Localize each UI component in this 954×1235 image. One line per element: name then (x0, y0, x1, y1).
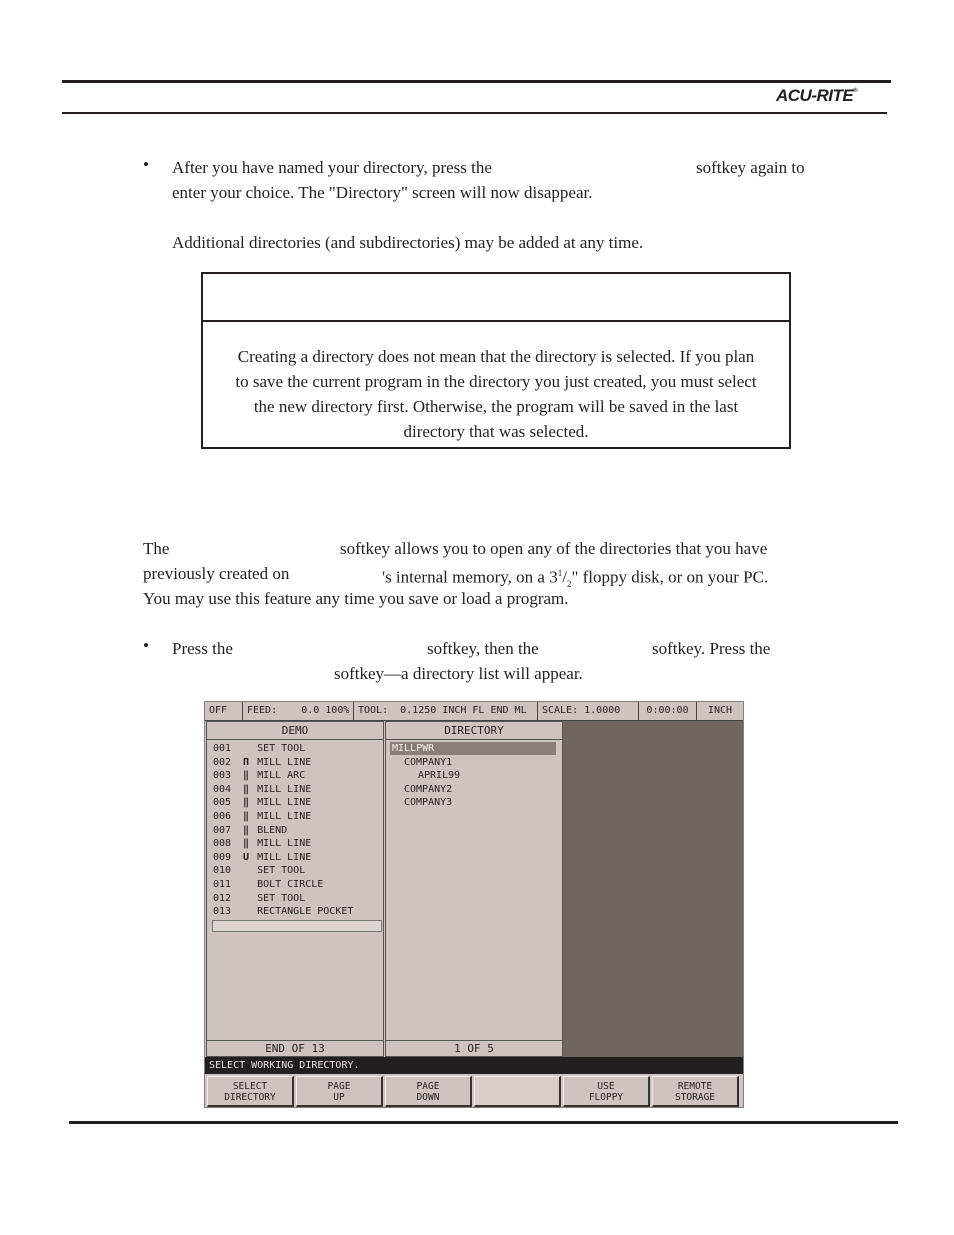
program-row-number: 005 (213, 797, 232, 809)
note-line: the new directory first. Otherwise, the program will be saved in the last (253, 397, 739, 416)
para-line1-a: The (143, 539, 170, 558)
bullet2-a: Press the (172, 639, 233, 658)
status-time: 0:00:00 (639, 702, 697, 720)
program-row-text: MILL LINE (257, 851, 312, 863)
program-row-text: BOLT CIRCLE (257, 879, 324, 890)
directory-title: DIRECTORY (386, 722, 562, 740)
program-row-mark: U (243, 851, 250, 863)
program-row-number: 008 (213, 838, 232, 850)
program-row-number: 010 (213, 865, 232, 877)
bullet2-b: softkey, then the (427, 639, 539, 658)
program-row[interactable] (213, 864, 305, 877)
program-row-text: SET TOOL (257, 865, 306, 877)
status-scale: SCALE: 1.0000 (538, 702, 639, 720)
program-row[interactable] (213, 783, 311, 796)
program-row[interactable] (213, 769, 305, 782)
directory-footer: 1 OF 5 (386, 1040, 562, 1057)
softkey-remote-storage[interactable]: REMOTE STORAGE (652, 1076, 739, 1107)
program-footer: END OF 13 (207, 1040, 383, 1057)
directory-panel (385, 721, 563, 1057)
millpwr-screen (204, 701, 744, 1108)
program-row-mark: ‖ (243, 838, 250, 850)
status-feed: FEED: 0.0 100% (243, 702, 354, 720)
program-row-text: MILL LINE (257, 838, 312, 850)
program-row-number: 012 (213, 892, 232, 904)
program-row[interactable] (213, 892, 305, 905)
program-row-number: 002 (213, 756, 232, 768)
program-title: DEMO (207, 722, 383, 740)
program-row-number: 009 (213, 851, 232, 863)
program-row-mark: ‖ (243, 797, 250, 809)
preview-area (563, 721, 743, 1057)
note-box (201, 272, 791, 449)
status-tool: TOOL: 0.1250 INCH FL END ML (354, 702, 538, 720)
program-row-number: 013 (213, 906, 232, 918)
program-row-number: 004 (213, 783, 232, 795)
softkey-page-down[interactable]: PAGE DOWN (385, 1076, 472, 1107)
program-row[interactable] (213, 878, 323, 891)
program-row-mark: ‖ (243, 811, 250, 822)
program-row-mark (239, 878, 253, 891)
program-row[interactable] (213, 742, 305, 755)
program-row[interactable] (213, 905, 353, 918)
program-row-mark: ‖ (243, 783, 250, 795)
intro-line3: Additional directories (and subdirectories) may be added at any time. (172, 233, 644, 252)
program-row-number: 001 (213, 743, 232, 754)
program-row-text: MILL LINE (257, 797, 312, 809)
directory-item[interactable]: COMPANY1 (404, 756, 453, 768)
status-bar (205, 702, 743, 721)
program-row-mark (239, 905, 253, 918)
directory-item[interactable]: COMPANY3 (404, 797, 453, 809)
program-row-number: 006 (213, 811, 232, 822)
program-row[interactable] (213, 756, 311, 769)
program-row-text: SET TOOL (257, 743, 306, 754)
para-line1-b: softkey allows you to open any of the directories that you have (340, 539, 768, 558)
bullet2-c: softkey. Press the (652, 639, 771, 658)
note-header (203, 274, 789, 322)
header-rule-bottom (62, 112, 887, 114)
note-line: to save the current program in the directory you just created, you must select (235, 372, 757, 391)
program-row-text: MILL ARC (257, 770, 306, 782)
status-units: INCH (707, 705, 733, 716)
program-row[interactable] (213, 810, 311, 823)
program-panel (206, 721, 384, 1057)
header-rule-top (62, 80, 891, 83)
directory-item[interactable]: COMPANY2 (404, 783, 453, 795)
program-row[interactable] (213, 837, 311, 850)
program-row-number: 011 (213, 879, 232, 890)
note-body (203, 322, 789, 444)
intro-line1-b: softkey again to (696, 158, 805, 177)
softkey-select-directory[interactable]: SELECT DIRECTORY (207, 1076, 294, 1107)
program-row-mark: ‖ (243, 770, 250, 782)
note-line: directory that was selected. (403, 422, 589, 441)
program-row-text: BLEND (257, 824, 288, 836)
bullet-1: • (143, 155, 149, 174)
para-line3: You may use this feature any time you save or load a program. (143, 589, 569, 608)
program-input-line[interactable] (212, 920, 382, 932)
program-row-text: MILL LINE (257, 756, 312, 768)
program-row-mark (239, 864, 253, 877)
footer-rule (69, 1121, 898, 1124)
message-bar: SELECT WORKING DIRECTORY. (205, 1057, 743, 1074)
bullet-2: • (143, 636, 149, 655)
program-row-text: MILL LINE (257, 811, 312, 822)
para-line2-a: previously created on (143, 564, 290, 583)
program-row-number: 007 (213, 824, 232, 836)
status-mode: OFF (205, 702, 243, 720)
program-row-text: SET TOOL (257, 892, 306, 904)
bullet2-line2: softkey—a directory list will appear. (334, 664, 583, 683)
softkey-page-up[interactable]: PAGE UP (296, 1076, 383, 1107)
program-row-number: 003 (213, 770, 232, 782)
program-row-text: MILL LINE (257, 783, 312, 795)
program-row-text: RECTANGLE POCKET (257, 906, 354, 918)
program-row-mark (239, 892, 253, 905)
intro-line2: enter your choice. The "Directory" screen will now disappear. (172, 183, 593, 202)
directory-item[interactable]: MILLPWR (390, 742, 556, 755)
note-line: Creating a directory does not mean that the directory is selected. If you plan (237, 347, 755, 366)
softkey-use-floppy[interactable]: USE FLOPPY (563, 1076, 650, 1107)
para-line2-b: 's internal memory, on a $3^1/_2$" floppy disk, or on your PC. (382, 567, 769, 590)
directory-item[interactable]: APRIL99 (418, 770, 461, 782)
program-row[interactable] (213, 824, 287, 837)
program-row-mark: ‖ (243, 824, 250, 836)
program-row-mark (239, 742, 253, 755)
program-row[interactable] (213, 851, 311, 864)
intro-line1-a: After you have named your directory, press the (172, 158, 492, 177)
program-row[interactable] (213, 796, 311, 809)
softkey-blank[interactable] (474, 1076, 561, 1107)
acu-rite-logo: ACU-RITE® (776, 86, 858, 105)
program-row-mark: П (243, 756, 250, 768)
